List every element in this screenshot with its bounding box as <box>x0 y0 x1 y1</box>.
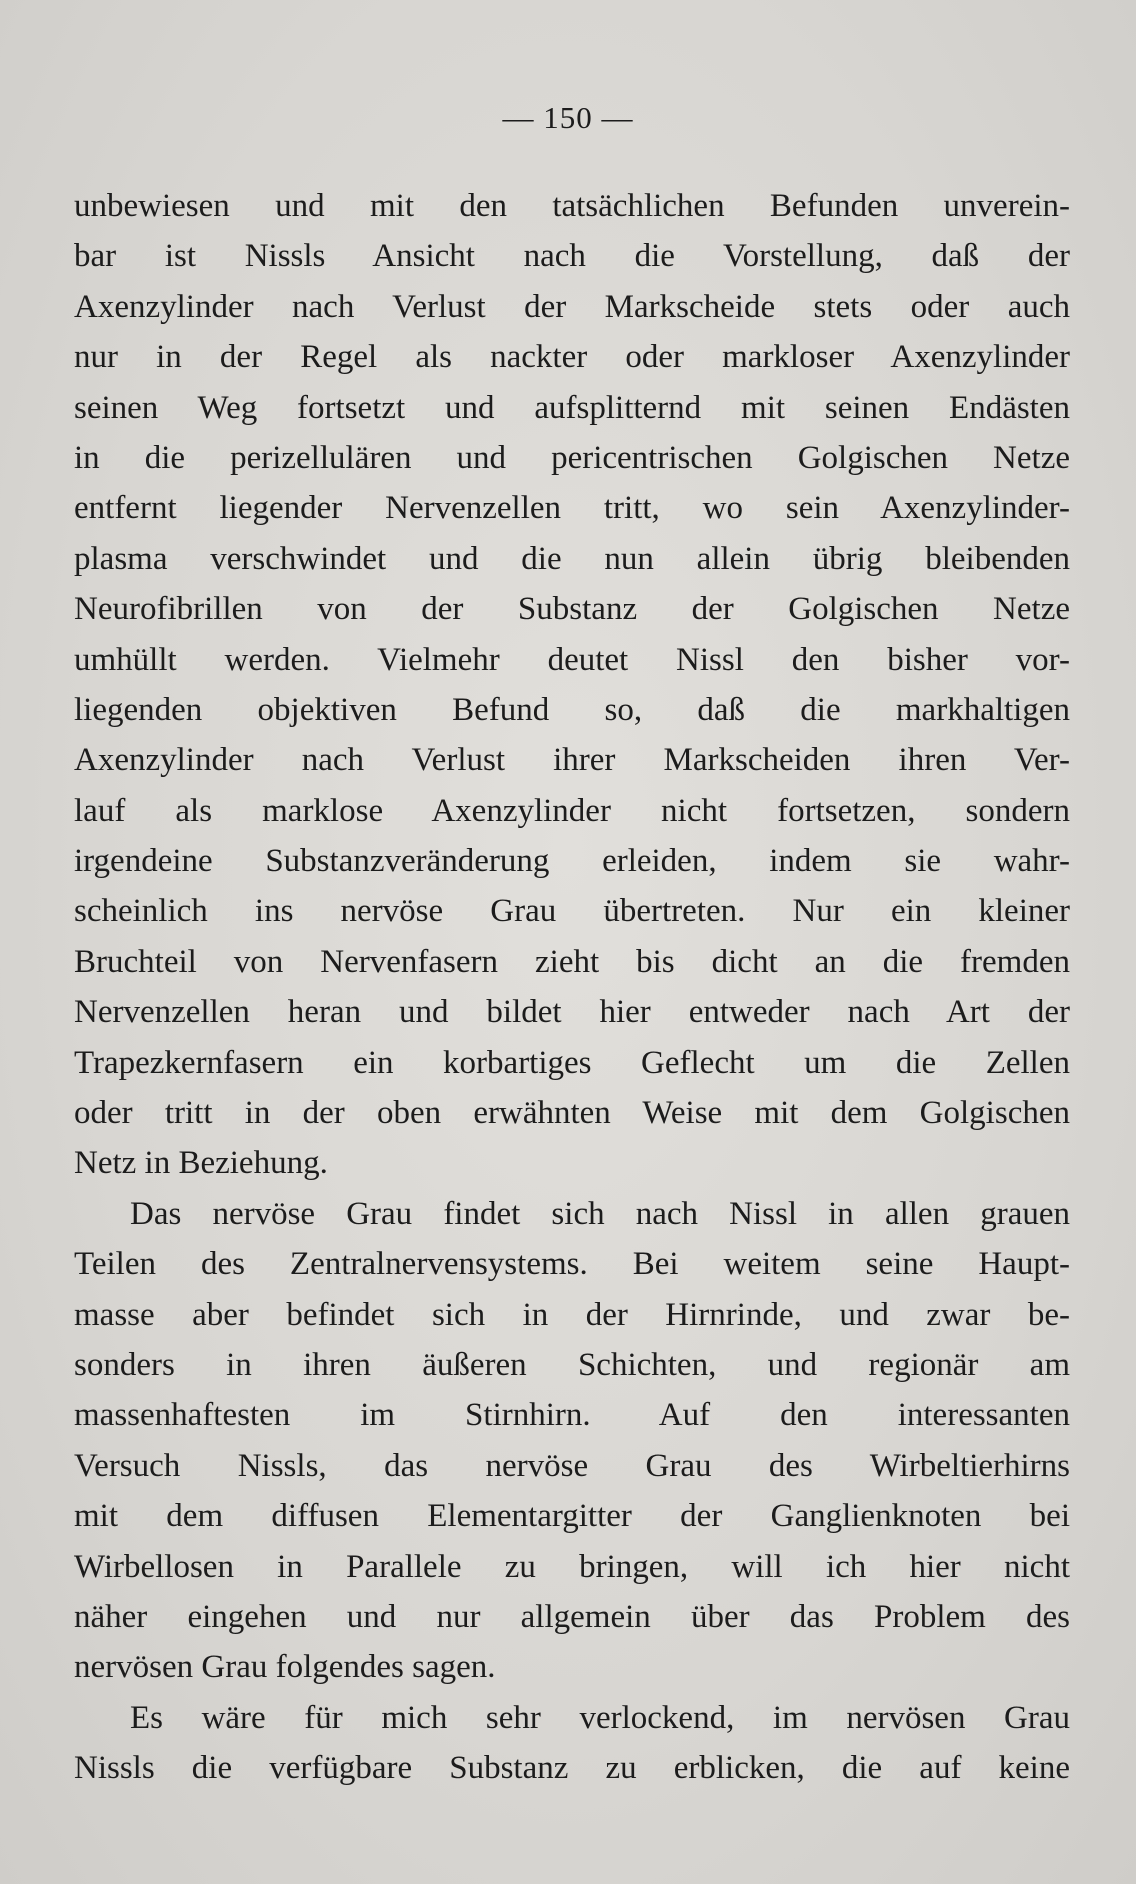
text-line: nur in der Regel als nackter oder markloser Axenzylinder <box>74 339 1070 376</box>
text-line: Netz in Beziehung. <box>74 1145 328 1182</box>
text-line: Axenzylinder nach Verlust ihrer Markscheiden ihren Ver- <box>74 742 1070 779</box>
text-line: massenhaftesten im Stirnhirn. Auf den interessanten <box>74 1397 1070 1434</box>
text-line: Nervenzellen heran und bildet hier entweder nach Art der <box>74 994 1070 1031</box>
text-line: sonders in ihren äußeren Schichten, und regionär am <box>74 1346 1070 1383</box>
text-line: scheinlich ins nervöse Grau übertreten. Nur ein kleiner <box>74 893 1070 930</box>
text-line: Trapezkernfasern ein korbartiges Geflecht um die Zellen <box>74 1044 1070 1081</box>
text-line: Das nervöse Grau findet sich nach Nissl in allen grauen <box>130 1195 1070 1232</box>
text-line: Es wäre für mich sehr verlockend, im nervösen Grau <box>130 1699 1070 1736</box>
body-text <box>74 181 1070 1794</box>
text-line: Nissls die verfügbare Substanz zu erblicken, die auf keine <box>74 1750 1070 1787</box>
text-line: entfernt liegender Nervenzellen tritt, wo sein Axenzylinder- <box>74 490 1070 527</box>
page-number: — 150 — <box>502 100 634 135</box>
text-line: masse aber befindet sich in der Hirnrinde, und zwar be- <box>74 1296 1070 1333</box>
text-line: in die perizellulären und pericentrischen Golgischen Netze <box>74 439 1070 476</box>
text-line: seinen Weg fortsetzt und aufsplitternd mit seinen Endästen <box>74 389 1070 426</box>
text-line: näher eingehen und nur allgemein über das Problem des <box>74 1598 1070 1635</box>
text-line: oder tritt in der oben erwähnten Weise mit dem Golgischen <box>74 1095 1070 1132</box>
text-line: unbewiesen und mit den tatsächlichen Befunden unverein- <box>74 188 1070 224</box>
text-line: lauf als marklose Axenzylinder nicht fortsetzen, sondern <box>74 792 1070 829</box>
text-line: plasma verschwindet und die nun allein übrig bleibenden <box>74 540 1070 577</box>
text-line: mit dem diffusen Elementargitter der Ganglienknoten bei <box>74 1498 1070 1535</box>
text-line: irgendeine Substanzveränderung erleiden, indem sie wahr- <box>74 843 1070 880</box>
text-line: nervösen Grau folgendes sagen. <box>74 1649 496 1686</box>
text-line: bar ist Nissls Ansicht nach die Vorstellung, daß der <box>74 238 1070 275</box>
text-line: Teilen des Zentralnervensystems. Bei weitem seine Haupt- <box>74 1246 1070 1283</box>
text-line: Versuch Nissls, das nervöse Grau des Wirbeltierhirns <box>74 1447 1070 1484</box>
text-line: Bruchteil von Nervenfasern zieht bis dicht an die fremden <box>74 943 1070 980</box>
text-line: Axenzylinder nach Verlust der Markscheide stets oder auch <box>74 288 1070 325</box>
text-line: Neurofibrillen von der Substanz der Golgischen Netze <box>74 591 1070 628</box>
text-line: Wirbellosen in Parallele zu bringen, will ich hier nicht <box>74 1548 1070 1585</box>
text-line: liegenden objektiven Befund so, daß die markhaltigen <box>74 691 1070 728</box>
text-line: umhüllt werden. Vielmehr deutet Nissl den bisher vor- <box>74 641 1070 678</box>
